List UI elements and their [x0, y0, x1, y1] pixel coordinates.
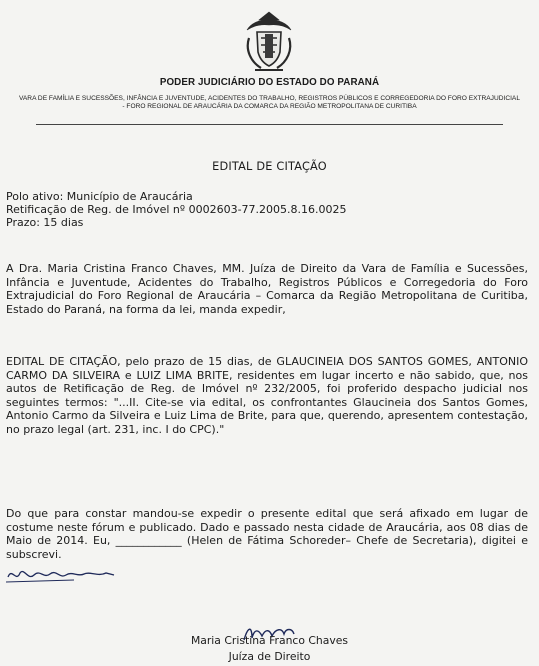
paragraph-judge-order: A Dra. Maria Cristina Franco Chaves, MM. Juíza de Direito da Vara de Família e Sucessões, Infância e Juventude, Acidentes do Trabalho, Registros Públicos e Corregedoria do Foro Extrajudicial do Foro Regional de Araucária – Comarca da Região Metropolitana de Curitiba, Estado do Paraná, na forma da lei, manda expedir, [6, 262, 528, 316]
case-number-line: Retificação de Reg. de Imóvel nº 0002603-77.2005.8.16.0025 [6, 203, 347, 217]
court-subtitle: VARA DE FAMÍLIA E SUCESSÕES, INFÂNCIA E JUVENTUDE, ACIDENTES DO TRABALHO, REGISTROS PÚBLICOS E CORREGEDORIA DO FORO EXTRAJUDICIAL - FORO REGIONAL DE ARAUCÁRIA DA COMARCA DA REGIÃO METROPOLITANA DE CURITIBA [19, 95, 520, 111]
signatory-role: Juíza de Direito [228, 650, 311, 663]
coat-of-arms-seal [235, 8, 303, 76]
document-title: EDITAL DE CITAÇÃO [212, 160, 327, 173]
court-title: PODER JUDICIÁRIO DO ESTADO DO PARANÁ [159, 77, 380, 88]
deadline-line: Prazo: 15 dias [6, 216, 84, 230]
signatory-name: Maria Cristina Franco Chaves [190, 634, 349, 647]
header-divider [36, 124, 503, 125]
paragraph-closing: Do que para constar mandou-se expedir o presente edital que será afixado em lugar de costume neste fórum e publicado. Dado e passado nesta cidade de Araucária, aos 08 dias de Maio de 2014. Eu, ____________ (Helen de Fátima Schoreder– Chefe de Secretaria), digitei e subscrevi. [6, 507, 528, 561]
clerk-handwritten-signature [4, 565, 118, 585]
paragraph-citation: EDITAL DE CITAÇÃO, pelo prazo de 15 dias, de GLAUCINEIA DOS SANTOS GOMES, ANTONIO CARMO DA SILVEIRA e LUIZ LIMA BRITE, residentes em lugar incerto e não sabido, que, nos autos de Retificação de Reg. de Imóvel nº 232/2005, foi proferido despacho judicial nos seguintes termos: "...II. Cite-se via edital, os confrontantes Glaucineia dos Santos Gomes, Antonio Carmo da Silveira e Luiz Lima de Brite, para que, querendo, apresentem contestação, no prazo legal (art. 231, inc. I do CPC)." [6, 355, 528, 436]
polo-ativo-line: Polo ativo: Município de Araucária [6, 190, 193, 203]
case-info [6, 190, 347, 230]
